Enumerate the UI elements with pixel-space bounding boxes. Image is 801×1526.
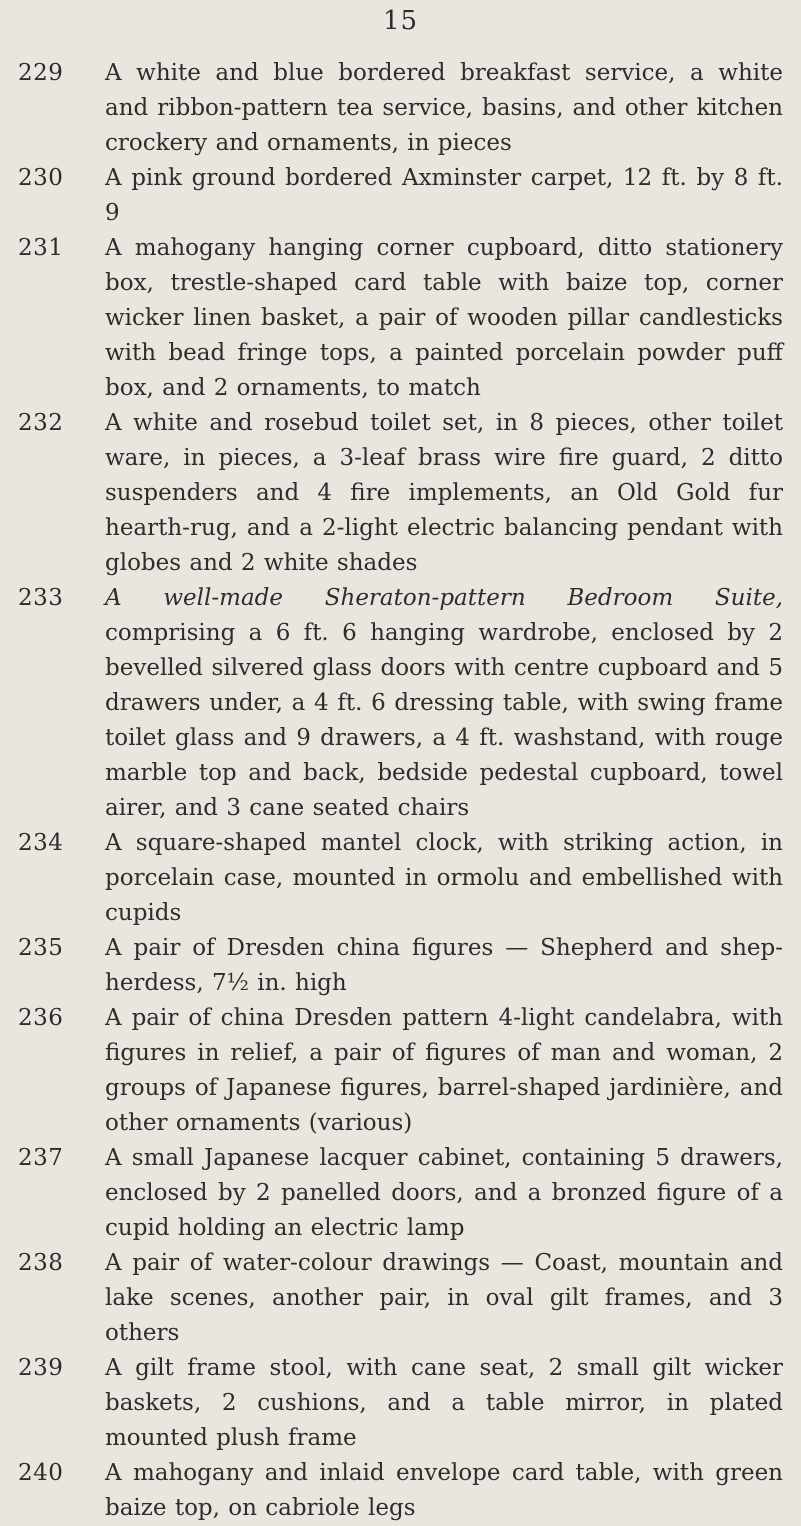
lot-number: 229: [18, 60, 64, 86]
lot-entry: [0, 1001, 801, 1141]
lot-description: A gilt frame stool, with cane seat, 2 small gilt wicker baskets, 2 cushions, and a table mirror, in plated mounted plush frame: [105, 1355, 783, 1451]
lot-description: A pink ground bordered Axminster carpet, 12 ft. by 8 ft. 9: [105, 165, 783, 226]
lot-entry: [0, 1246, 801, 1351]
lot-description: A small Japanese lacquer cabinet, containing 5 drawers, enclosed by 2 panelled doors, and a bronzed figure of a cupid holding an electric lamp: [105, 1145, 783, 1241]
lot-entry: [0, 56, 801, 161]
lot-entry: [0, 1351, 801, 1456]
lot-number: 230: [18, 165, 64, 191]
lot-number: 235: [18, 935, 64, 961]
lot-number: 232: [18, 410, 64, 436]
page-number: 15: [382, 6, 419, 36]
lot-list: [0, 56, 801, 1526]
lot-description-rest: comprising a 6 ft. 6 hanging wardrobe, enclosed by 2 bevelled silvered glass doors with centre cupboard and 5 drawers under, a 4 ft. 6 dressing table, with swing frame toilet glass and 9 drawers, a 4 ft. washstand, with rouge marble top and back, bedside pedestal cupboard, towel airer, and 3 cane seated chairs: [105, 620, 783, 821]
lot-entry: [0, 581, 801, 826]
lot-description: A white and rosebud toilet set, in 8 pieces, other toilet ware, in pieces, a 3-leaf brass wire fire guard, 2 ditto suspenders and 4 fire implements, an Old Gold fur hearth-rug, and a 2-light electric balancing pendant with globes and 2 white shades: [105, 410, 783, 576]
lot-number: 233: [18, 585, 64, 611]
lot-entry: [0, 1141, 801, 1246]
lot-description: [105, 581, 783, 826]
lot-description: A pair of china Dresden pattern 4-light candelabra, with figures in relief, a pair of figures of man and woman, 2 groups of Japanese figures, barrel-shaped jardinière, and other ornaments (various): [105, 1005, 783, 1136]
lot-description: A pair of Dresden china figures — Shepherd and shep-herdess, 7½ in. high: [105, 935, 783, 996]
lot-entry: [0, 406, 801, 581]
lot-entry: [0, 1456, 801, 1526]
lot-entry: [0, 931, 801, 1001]
lot-number: 237: [18, 1145, 64, 1171]
lot-entry: [0, 826, 801, 931]
lot-description: A mahogany hanging corner cupboard, ditto stationery box, trestle-shaped card table with baize top, corner wicker linen basket, a pair of wooden pillar candlesticks with bead fringe tops, a painted porcelain powder puff box, and 2 ornaments, to match: [105, 235, 783, 401]
lot-number: 239: [18, 1355, 64, 1381]
lot-description: A pair of water-colour drawings — Coast, mountain and lake scenes, another pair, in oval gilt frames, and 3 others: [105, 1250, 783, 1346]
lot-entry: [0, 161, 801, 231]
lot-description: A square-shaped mantel clock, with striking action, in porcelain case, mounted in ormolu and embellished with cupids: [105, 830, 783, 926]
lot-number: 234: [18, 830, 64, 856]
lot-number: 236: [18, 1005, 64, 1031]
lot-description: A mahogany and inlaid envelope card table, with green baize top, on cabriole legs: [105, 1460, 783, 1521]
lot-number: 231: [18, 235, 64, 261]
lot-title-italic: A well-made Sheraton-pattern Bedroom Suite,: [105, 585, 783, 611]
lot-number: 238: [18, 1250, 64, 1276]
lot-entry: [0, 231, 801, 406]
lot-description: A white and blue bordered breakfast service, a white and ribbon-pattern tea service, basins, and other kitchen crockery and ornaments, in pieces: [105, 60, 783, 156]
lot-number: 240: [18, 1460, 64, 1486]
